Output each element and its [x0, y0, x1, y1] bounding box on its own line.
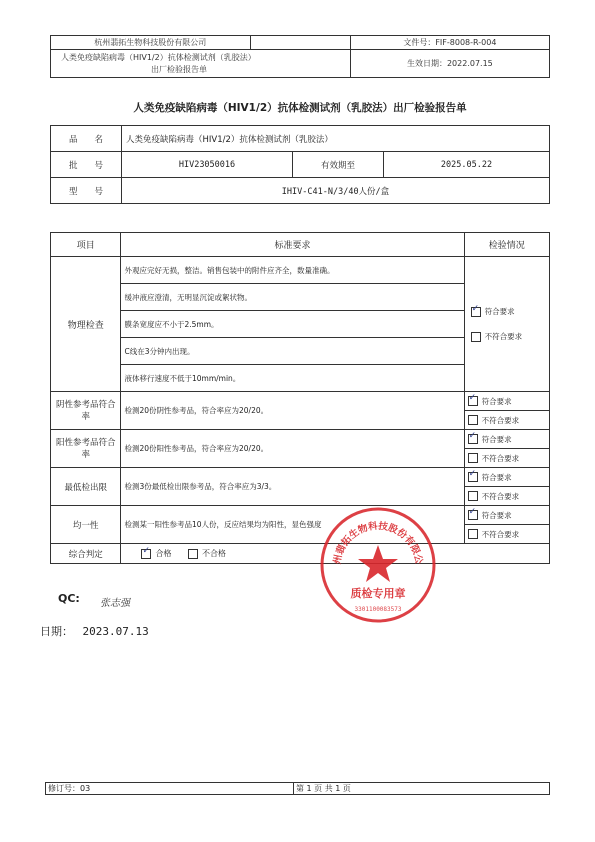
standard-positive: 检测20份阳性参考品，符合率应为20/20。 — [121, 430, 464, 468]
verdict-pass-option[interactable]: ✓ 合格 — [141, 549, 171, 558]
checked-box-icon[interactable] — [468, 396, 478, 406]
pass-option[interactable]: ✓ 符合要求 — [465, 468, 549, 487]
col-standard-header: 标准要求 — [121, 233, 464, 257]
checked-box-icon[interactable] — [468, 434, 478, 444]
date-value: 2023.07.13 — [82, 625, 149, 638]
document-header — [50, 35, 550, 78]
pass-option[interactable]: ✓ 符合要求 — [465, 430, 549, 449]
standard-line: C线在3分钟内出现。 — [121, 338, 463, 365]
col-result-header: 检验情况 — [464, 233, 549, 257]
product-name-value: 人类免疫缺陷病毒（HIV1/2）抗体检测试剂（乳胶法） — [122, 126, 550, 152]
doc-number: 文件号：FIF-8008-R-004 — [350, 36, 549, 50]
checkbox-icon[interactable] — [468, 529, 478, 539]
doc-title-line1: 人类免疫缺陷病毒（HIV1/2）抗体检测试剂（乳胶法） — [61, 52, 256, 62]
header-blank — [250, 36, 350, 50]
pass-option[interactable]: ✓符合要求 — [471, 306, 549, 317]
fail-option[interactable]: 不符合要求 — [465, 487, 549, 505]
standard-detection-limit: 检测3份最低检出限参考品，符合率应为3/3。 — [121, 468, 464, 506]
row-item-physical: 物理检查 — [51, 257, 121, 392]
stamp-label: 质检专用章 — [350, 587, 406, 600]
fail-option[interactable]: 不符合要求 — [465, 449, 549, 467]
checked-box-icon[interactable] — [141, 549, 151, 559]
verdict-label: 综合判定 — [51, 544, 121, 564]
checked-box-icon[interactable] — [471, 307, 481, 317]
checkbox-icon[interactable] — [471, 332, 481, 342]
date-row — [40, 623, 149, 639]
doc-title-line2: 出厂检验报告单 — [151, 64, 207, 74]
company-name: 杭州翡拓生物科技股份有限公司 — [51, 36, 251, 50]
svg-text:杭州翡拓生物科技股份有限公司 — [318, 505, 424, 566]
stamp-code: 3301100083573 — [354, 606, 402, 613]
standard-uniformity: 检测某一阳性参考品10人份，反应结果均为阳性，显色强度 — [121, 506, 464, 544]
model-label: 型 号 — [51, 178, 122, 204]
col-item-header: 项目 — [51, 233, 121, 257]
checked-box-icon[interactable] — [468, 510, 478, 520]
row-item-uniformity: 均一性 — [51, 506, 121, 544]
model-value: IHIV-C41-N/3/40人份/盒 — [122, 178, 550, 204]
stamp-company: 州翡拓生物科技股份有限公 — [331, 520, 425, 566]
batch-label: 批 号 — [51, 152, 122, 178]
checkbox-icon[interactable] — [188, 549, 198, 559]
checked-box-icon[interactable] — [468, 472, 478, 482]
result-cell-physical — [464, 257, 549, 392]
stamp-graphic — [318, 505, 438, 625]
row-item-negative: 阴性参考品符合率 — [51, 392, 121, 430]
verdict-fail-option[interactable]: 不合格 — [188, 549, 226, 558]
fail-option[interactable]: 不符合要求 — [465, 525, 549, 543]
result-cell-positive — [464, 430, 549, 468]
doc-title-cell — [51, 50, 351, 78]
standard-cell-physical — [121, 257, 464, 392]
checkbox-icon[interactable] — [468, 491, 478, 501]
fail-option[interactable]: 不符合要求 — [471, 331, 549, 342]
result-cell-negative — [464, 392, 549, 430]
page-footer — [45, 782, 550, 795]
product-info-table — [50, 125, 550, 204]
standard-line: 膜条宽度应不小于2.5mm。 — [121, 311, 463, 338]
inspection-table — [50, 232, 550, 564]
row-item-positive: 阳性参考品符合率 — [51, 430, 121, 468]
standard-negative: 检测20份阴性参考品，符合率应为20/20。 — [121, 392, 464, 430]
page-number: 第 1 页 共 1 页 — [294, 783, 550, 795]
batch-value: HIV23050016 — [122, 152, 293, 178]
effective-date: 生效日期：2022.07.15 — [350, 50, 549, 78]
pass-option[interactable]: ✓ 符合要求 — [465, 506, 549, 525]
checkbox-icon[interactable] — [468, 453, 478, 463]
standard-line: 外观应完好无损，整洁。销售包装中的附件应齐全，数量准确。 — [121, 257, 463, 284]
expiry-value: 2025.05.22 — [384, 152, 550, 178]
qc-signature: 张志强 — [100, 598, 130, 609]
checkbox-icon[interactable] — [468, 415, 478, 425]
revision-number: 修订号：03 — [46, 783, 294, 795]
page-title: 人类免疫缺陷病毒（HIV1/2）抗体检测试剂（乳胶法）出厂检验报告单 — [133, 102, 467, 114]
expiry-label: 有效期至 — [293, 152, 384, 178]
product-name-label: 品 名 — [51, 126, 122, 152]
standard-line: 液体移行速度不低于10mm/min。 — [124, 373, 241, 383]
qc-label: QC: — [58, 592, 80, 605]
result-cell-uniformity — [464, 506, 549, 544]
quality-stamp — [318, 505, 438, 625]
date-label: 日期： — [40, 625, 73, 638]
result-cell-detection-limit — [464, 468, 549, 506]
standard-line: 缓冲液应澄清，无明显沉淀或絮状物。 — [121, 284, 463, 311]
pass-option[interactable]: ✓ 符合要求 — [465, 392, 549, 411]
row-item-detection-limit: 最低检出限 — [51, 468, 121, 506]
fail-option[interactable]: 不符合要求 — [465, 411, 549, 429]
